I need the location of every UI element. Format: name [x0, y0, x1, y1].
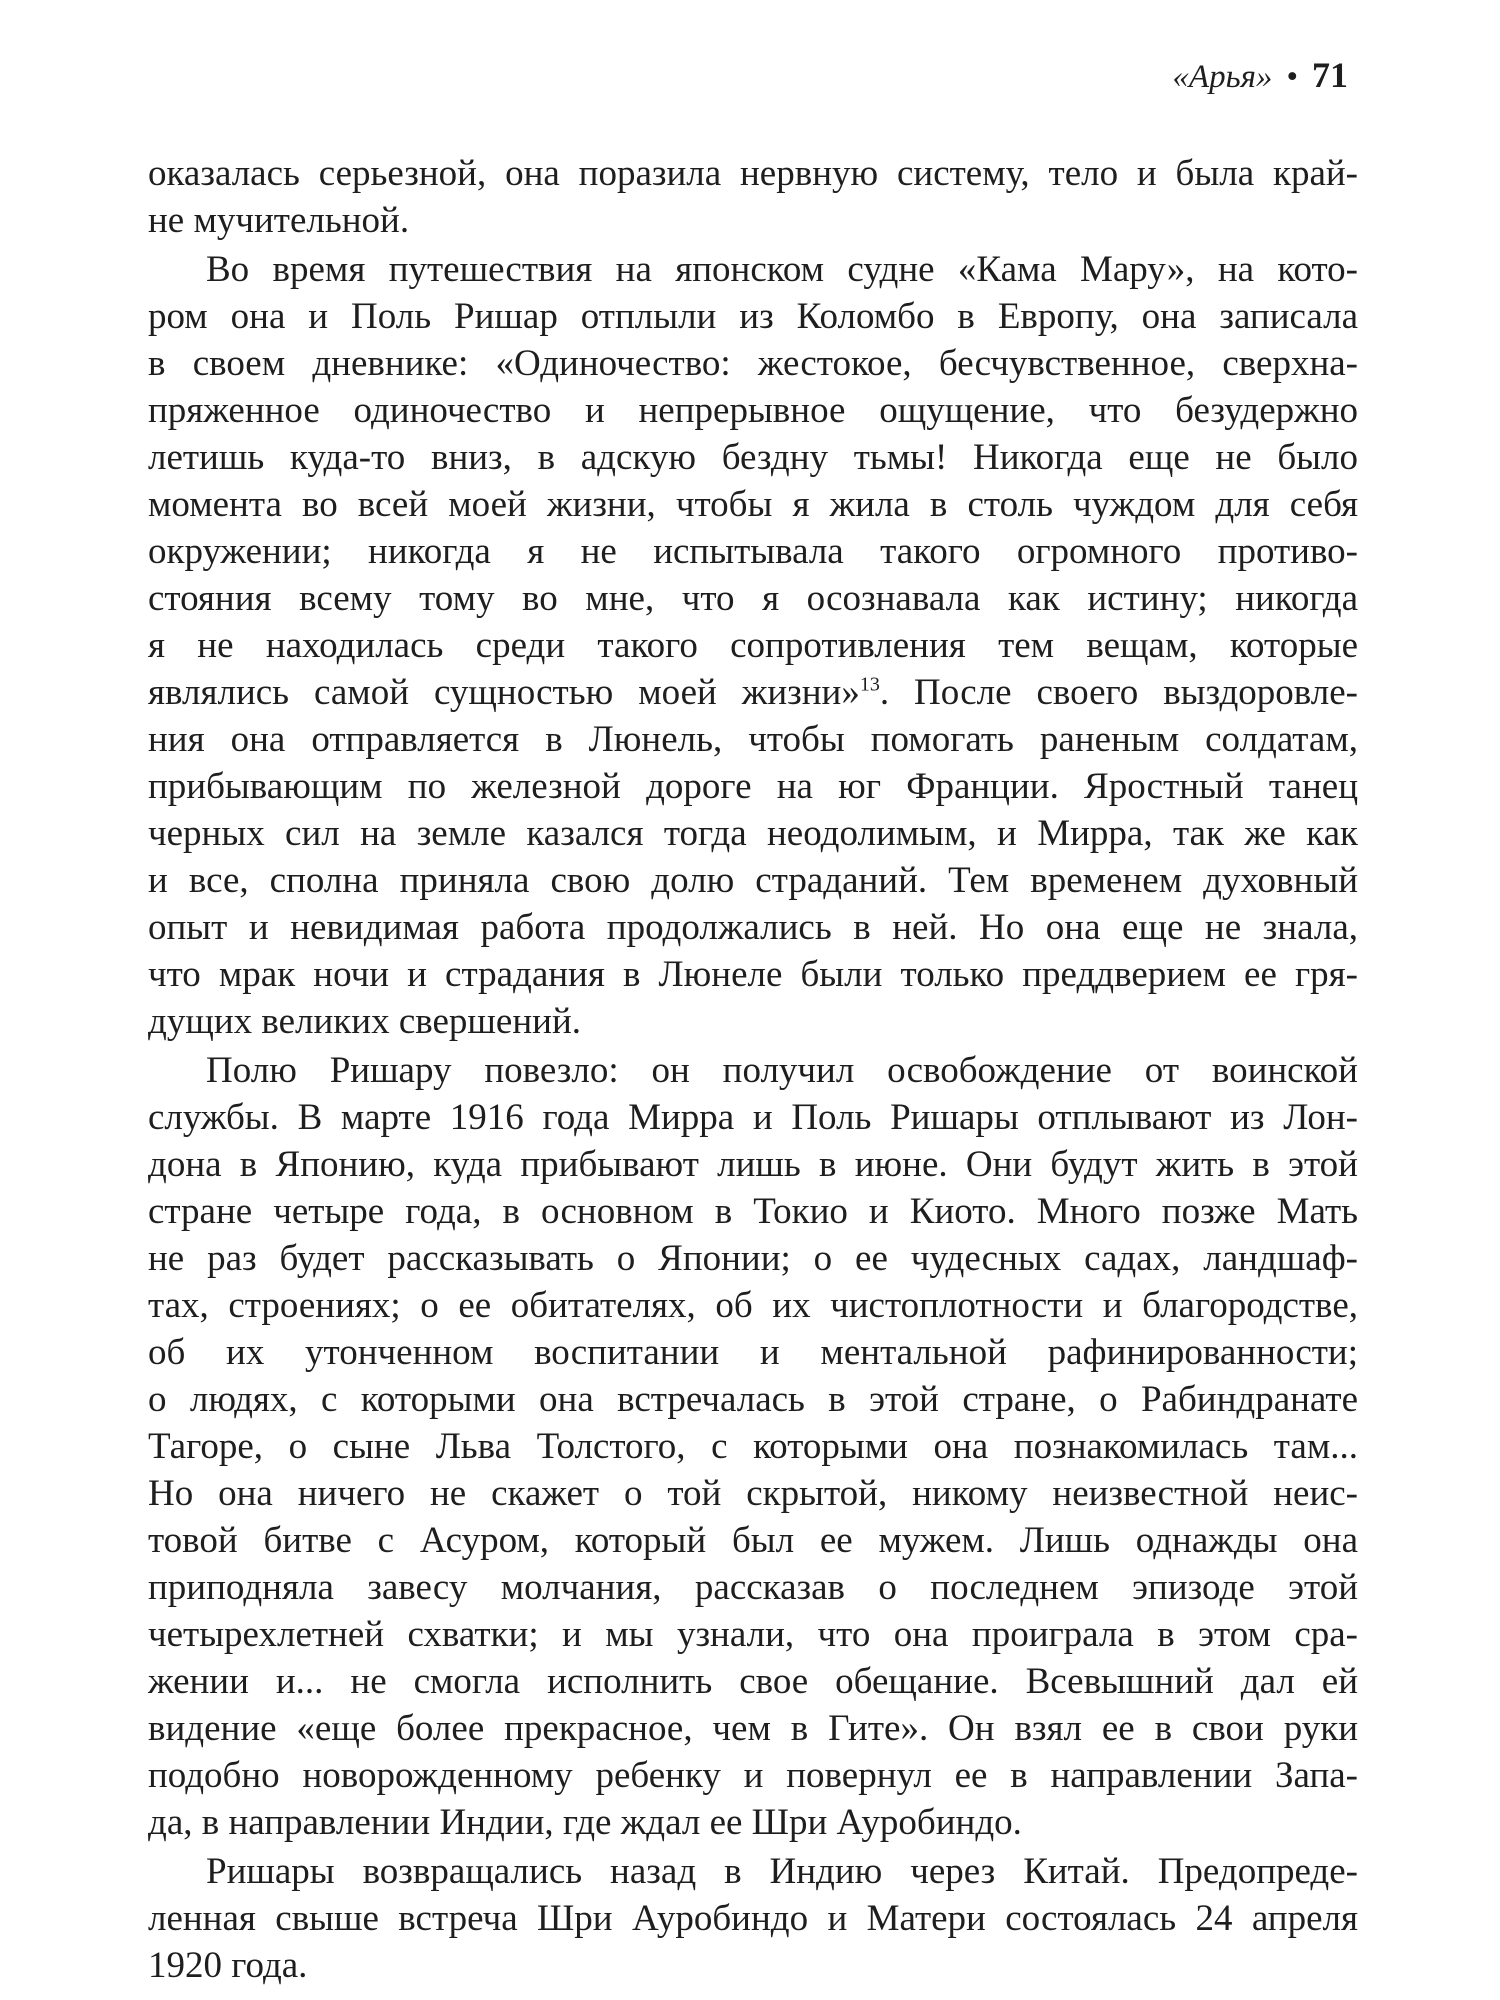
text-line: не раз будет рассказывать о Японии; о ее чудесных садах, ландшаф- [148, 1238, 1358, 1279]
paragraph [148, 150, 1358, 244]
text-line: стране четыре года, в основном в Токио и Киото. Много позже Мать [148, 1191, 1358, 1232]
paragraph [148, 246, 1358, 1045]
text-line: ленная свыше встреча Шри Ауробиндо и Матери состоялась 24 апреля [148, 1898, 1358, 1939]
text-line: пряженное одиночество и непрерывное ощущение, что безудержно [148, 390, 1358, 431]
paragraph [148, 1848, 1358, 1989]
body-text [148, 150, 1358, 1989]
paragraph [148, 1047, 1358, 1846]
text-line: четырехлетней схватки; и мы узнали, что она проиграла в этом сра- [148, 1614, 1358, 1655]
text-line-with-footnote [148, 669, 1358, 716]
text-line: Во время путешествия на японском судне «Кама Мару», на кото- [206, 249, 1358, 290]
text-fragment: . После своего выздоровле- [879, 672, 1358, 713]
text-line: опыт и невидимая работа продолжались в ней. Но она еще не знала, [148, 907, 1358, 948]
text-line: Полю Ришару повезло: он получил освобождение от воинской [206, 1050, 1358, 1091]
page-number: 71 [1312, 55, 1348, 95]
text-line: об их утонченном воспитании и ментальной рафинированности; [148, 1332, 1358, 1373]
text-line: черных сил на земле казался тогда неодолимым, и Мирра, так же как [148, 813, 1358, 854]
text-line: я не находилась среди такого сопротивления тем вещам, которые [148, 625, 1358, 666]
text-line: приподняла завесу молчания, рассказав о последнем эпизоде этой [148, 1567, 1358, 1608]
text-line: что мрак ночи и страдания в Люнеле были только преддверием ее гря- [148, 954, 1358, 995]
text-line: в своем дневнике: «Одиночество: жестокое, бесчувственное, сверхна- [148, 343, 1358, 384]
text-line: момента во всей моей жизни, чтобы я жила в столь чуждом для себя [148, 484, 1358, 525]
running-head [1172, 55, 1348, 97]
text-line: дущих великих свершений. [148, 1001, 581, 1042]
text-line: дона в Японию, куда прибывают лишь в июне. Они будут жить в этой [148, 1144, 1358, 1185]
text-line: жении и... не смогла исполнить свое обещание. Всевышний дал ей [148, 1661, 1358, 1702]
text-line: Но она ничего не скажет о той скрытой, никому неизвестной неис- [148, 1473, 1358, 1514]
text-line: подобно новорожденному ребенку и повернул ее в направлении Запа- [148, 1755, 1358, 1796]
text-line: и все, сполна приняла свою долю страданий. Тем временем духовный [148, 860, 1358, 901]
text-line: прибывающим по железной дороге на юг Франции. Яростный танец [148, 766, 1358, 807]
chapter-title: «Арья» [1172, 59, 1273, 95]
text-line: товой битве с Асуром, который был ее мужем. Лишь однажды она [148, 1520, 1358, 1561]
text-line: 1920 года. [148, 1945, 308, 1986]
text-line: ром она и Поль Ришар отплыли из Коломбо в Европу, она записала [148, 296, 1358, 337]
text-line: Тагоре, о сыне Льва Толстого, с которыми она познакомилась там... [148, 1426, 1358, 1467]
text-line: оказалась серьезной, она поразила нервную систему, тело и была край- [148, 153, 1358, 194]
text-line: тах, строениях; о ее обитателях, об их чистоплотности и благородстве, [148, 1285, 1358, 1326]
text-line: не мучительной. [148, 200, 410, 241]
footnote-reference[interactable]: 13 [859, 673, 880, 696]
text-line: о людях, с которыми она встречалась в этой стране, о Рабиндранате [148, 1379, 1358, 1420]
text-line: ния она отправляется в Люнель, чтобы помогать раненым солдатам, [148, 719, 1358, 760]
text-line: да, в направлении Индии, где ждал ее Шри Ауробиндо. [148, 1802, 1022, 1843]
text-fragment: являлись самой сущностью моей жизни» [148, 672, 860, 713]
text-line: Ришары возвращались назад в Индию через Китай. Предопреде- [206, 1851, 1358, 1892]
text-line: службы. В марте 1916 года Мирра и Поль Ришары отплывают из Лон- [148, 1097, 1358, 1138]
text-line: стояния всему тому во мне, что я осознавала как истину; никогда [148, 578, 1358, 619]
header-separator: • [1286, 59, 1298, 95]
text-line: окружении; никогда я не испытывала такого огромного противо- [148, 531, 1358, 572]
text-line: видение «еще более прекрасное, чем в Гите». Он взял ее в свои руки [148, 1708, 1358, 1749]
text-line: летишь куда-то вниз, в адскую бездну тьмы! Никогда еще не было [148, 437, 1358, 478]
